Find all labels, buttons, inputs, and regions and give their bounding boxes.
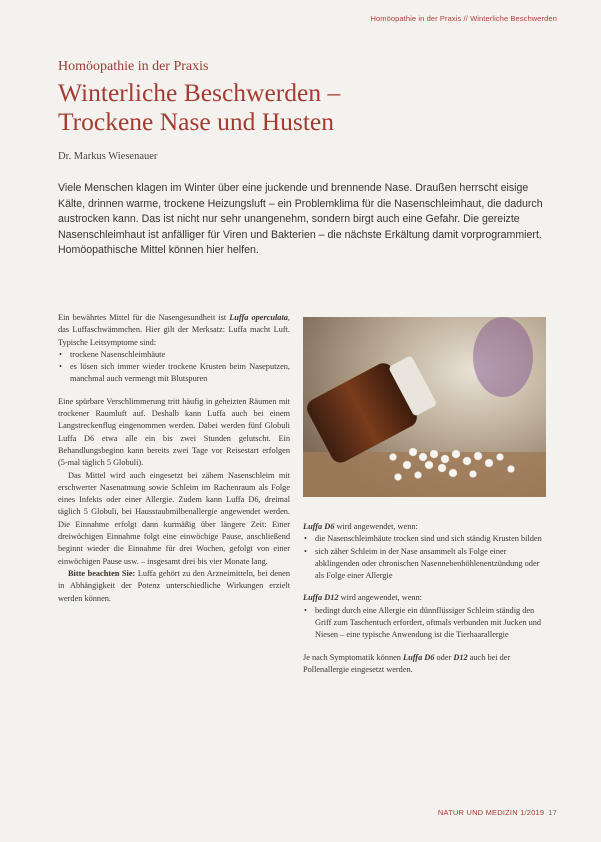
page-title — [58, 78, 528, 136]
text: auch bei der Pollenallergie eingesetzt werden. — [303, 652, 511, 674]
text: Je nach Symptomatik können — [303, 652, 404, 662]
remedy-name: Luffa D6 — [403, 652, 435, 662]
paragraph — [58, 312, 290, 349]
paragraph: Das Mittel wird auch eingesetzt bei zähem Nasenschleim mit erschwerter Nasenatmung sowie Schleim im Rachenraum als Folge eines Infekts oder einer Allergie. Zudem kann Luffa D6, dreimal täglich 5 Globuli, bei Hausstaubmilbenallergie angewendet werden. Die Einnahme erfolgt dann kurmäßig über längere Zeit: Einer dreiwöchigen Einnahme folgt eine einwöchige Pause, anschließend beginnt wieder die Einnahme für drei Wochen, gefolgt von einer einwöchigen Pause usw. – insgesamt drei bis vier Monate lang. — [58, 470, 290, 566]
text: , das Luffaschwämmchen. Hier gilt der Merksatz: Luffa macht Luft. Typische Leitsymptome sind: — [58, 313, 290, 347]
indication-list-d6 — [303, 533, 546, 582]
paragraph — [303, 652, 546, 677]
remedy-name: Luffa D6 — [303, 522, 335, 531]
remedy-name: Luffa D12 — [303, 593, 339, 603]
magazine-name: NATUR UND MEDIZIN 1/2019 — [437, 808, 545, 817]
text: oder — [434, 652, 454, 662]
title-line-2: Trockene Nase und Husten — [58, 107, 334, 136]
note-label: Bitte beachten Sie: — [68, 568, 136, 578]
paragraph — [303, 592, 546, 604]
page-number: 17 — [548, 808, 557, 817]
remedy-name: D12 — [453, 652, 468, 662]
paragraph — [58, 568, 290, 605]
author: Dr. Markus Wiesenauer — [58, 151, 158, 162]
indication-list-d12 — [303, 605, 546, 642]
remedy-bottle-photo — [303, 317, 546, 497]
text: wird angewendet, wenn: — [338, 593, 422, 603]
text: wird angewendet, wenn: — [334, 522, 418, 531]
remedy-name: Luffa operculata — [229, 313, 288, 322]
text: Luffa gehört zu den Arzneimitteln, bei denen in Abhängigkeit der Potenz unterschiedliche Wirkungen erzielt werden können. — [58, 568, 290, 603]
running-head: Homöopathie in der Praxis // Winterliche Beschwerden — [370, 14, 557, 23]
left-column — [58, 312, 290, 605]
kicker: Homöopathie in der Praxis — [58, 59, 209, 74]
globuli-illustration — [303, 317, 546, 497]
title-line-1: Winterliche Beschwerden – — [58, 78, 341, 107]
list-item: • sich zäher Schleim in der Nase ansammelt als Folge einer abklingenden oder chronischen Nasennebenhöhlenentzündung oder als Folge einer Allergie — [313, 546, 546, 583]
list-item: • die Nasenschleimhäute trocken sind und sich ständig Krusten bilden — [313, 533, 546, 545]
text: Ein bewährtes Mittel für die Nasengesundheit ist — [58, 313, 230, 322]
list-item: • trockene Nasenschleimhäute — [68, 349, 290, 361]
symptom-list — [58, 349, 290, 386]
list-item: • es lösen sich immer wieder trockene Krusten beim Naseputzen, manchmal auch vermengt mit Blutspuren — [68, 361, 290, 386]
right-column — [303, 521, 546, 676]
lead-paragraph: Viele Menschen klagen im Winter über eine juckende und brennende Nase. Draußen herrscht eisige Kälte, drinnen warme, trockene Heizungsluft – ein Problemklima für die Nasenschleimhaut, die dadurch austrocken kann. Das ist nicht nur sehr unangenehm, sondern birgt auch eine Gefahr. Die gereizte Nasenschleimhaut ist anfälliger für Viren und Bakterien – die nächste Erkältung damit vorprogrammiert. Homöopathische Mittel können hier helfen. — [58, 182, 543, 257]
paragraph — [303, 521, 546, 533]
paragraph: Eine spürbare Verschlimmerung tritt häufig in geheizten Räumen mit trockener Raumluft auf. Deshalb kann Luffa auch bei einem Langstreckenflug eingenommen werden. Dabei werden fünf Globuli Luffa D6 etwa alle ein bis zwei Stunden gelutscht. Ein Behandlungsbeginn kann bereits zwei Tage vor Reisestart erfolgen (5-mal täglich 5 Globuli). — [58, 396, 290, 468]
list-item: • bedingt durch eine Allergie ein dünnflüssiger Schleim ständig den Griff zum Taschentuch erfordert, oftmals verbunden mit Jucken und Niesen – eine typische Anwendung ist die Tierhaarallergie — [313, 605, 546, 642]
page-footer — [438, 808, 557, 817]
